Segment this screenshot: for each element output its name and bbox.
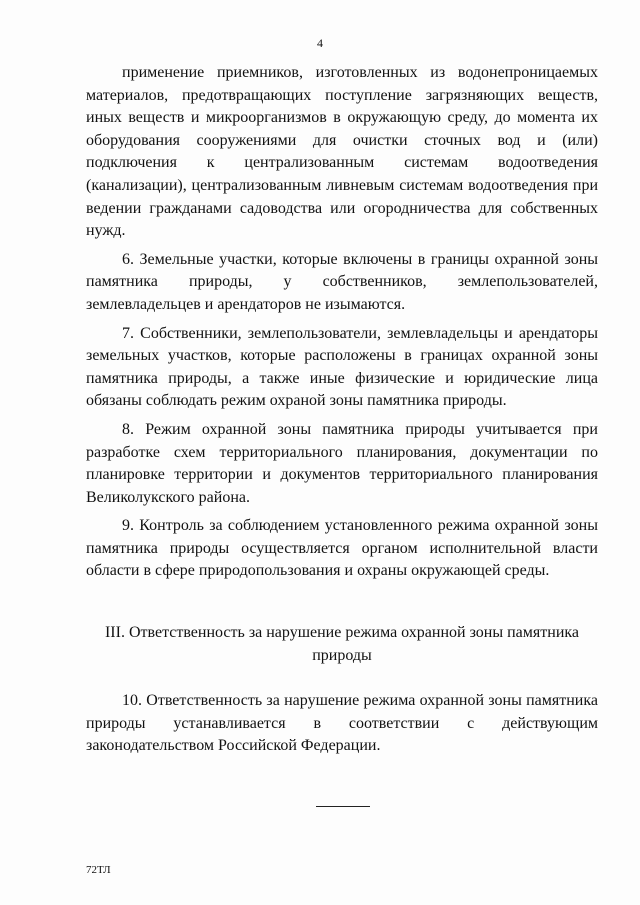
section-heading: III. Ответственность за нарушение режима охранной зоны памятника природы: [104, 624, 580, 664]
paragraph-item-6: 6. Земельные участки, которые включены в границы охранной зоны памятника природы, у собственников, землепользователей, землевладельцев и арендаторов не изымаются.: [86, 250, 598, 313]
paragraph-continuation: применение приемников, изготовленных из водонепроницаемых материалов, предотвращающих поступление загрязняющих веществ, иных веществ и микроорганизмов в окружающую среду, до момента их оборудования сооружениями для очистки сточных вод и (или) подключения к централизованным системам водоотведения (канализации), централизованным ливневым системам водоотведения при ведении гражданами садоводства или огородничества для собственных нужд.: [86, 64, 598, 240]
paragraph-item-7: 7. Собственники, землепользователи, землевладельцы и арендаторы земельных участков, которые расположены в границах охранной зоны памятника природы, а также иные физические и юридические лица обязаны соблюдать режим охраной зоны памятника природы.: [86, 324, 598, 410]
end-rule-divider: [316, 806, 370, 807]
paragraph-item-9: 9. Контроль за соблюдением установленного режима охранной зоны памятника природы осуществляется органом исполнительной власти области в сфере природопользования и охраны окружающей среды.: [86, 517, 598, 580]
body-text: [86, 62, 598, 583]
paragraph-item-10: 10. Ответственность за нарушение режима охранной зоны памятника природы устанавливается в соответствии с действующим законодательством Российской Федерации.: [86, 692, 598, 755]
section-text: [86, 690, 598, 758]
footer-code: 72ТЛ: [86, 864, 111, 876]
paragraph-item-8: 8. Режим охранной зоны памятника природы учитывается при разработке схем территориального планирования, документации по планировке территории и документов территориального планирования Великолукского района.: [86, 420, 598, 506]
page-number: 4: [317, 36, 323, 50]
